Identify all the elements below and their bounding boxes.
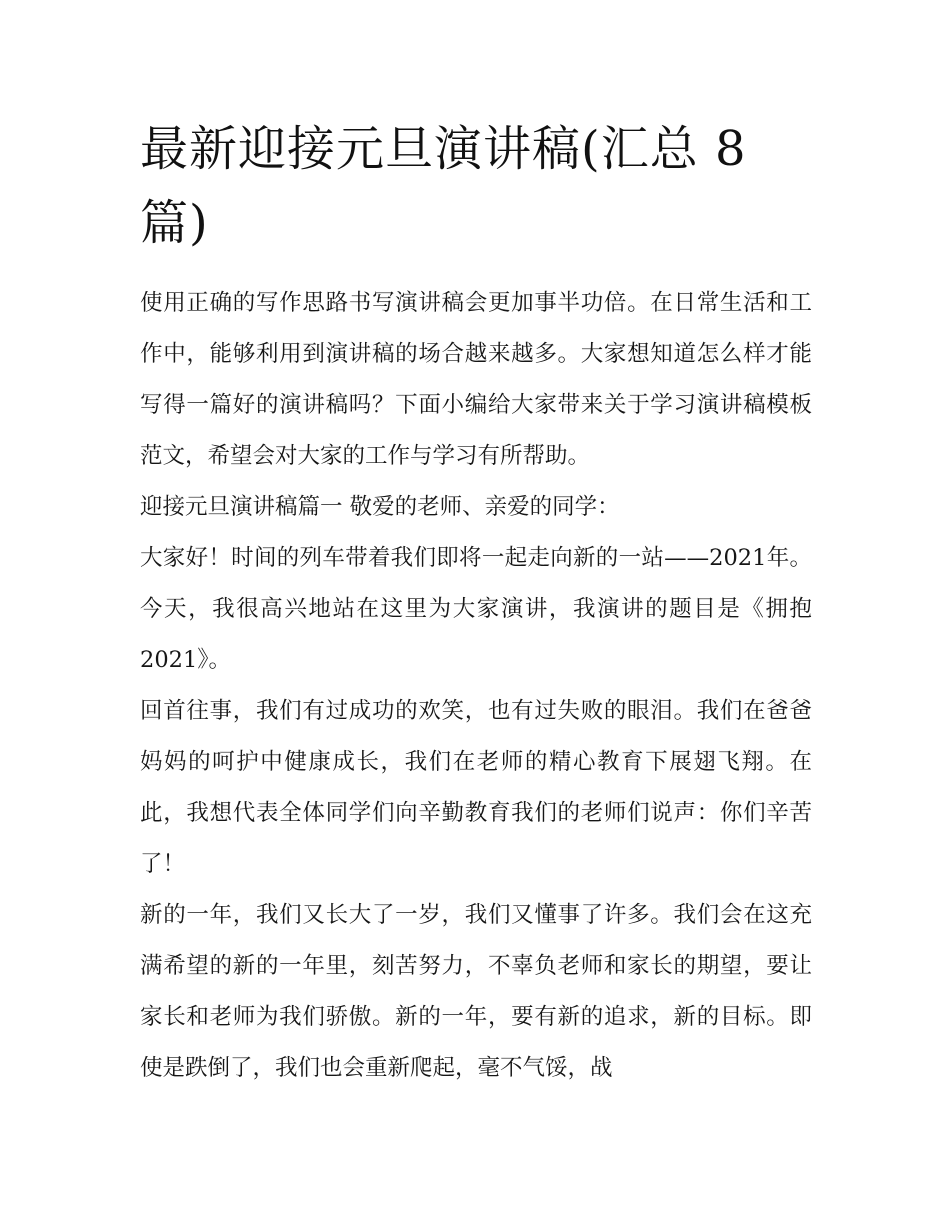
new-year-paragraph: 新的一年，我们又长大了一岁，我们又懂事了许多。我们会在这充满希望的新的一年里，刻苦努力，不辜负老师和家长的期望，要让家长和老师为我们骄傲。新的一年，要有新的追求，新的目标。即使是跌倒了，我们也会重新爬起，毫不气馁，战 <box>140 902 812 1081</box>
retrospect-paragraph: 回首往事，我们有过成功的欢笑，也有过失败的眼泪。我们在爸爸妈妈的呵护中健康成长，我们在老师的精心教育下展翅飞翔。在此，我想代表全体同学们向辛勤教育我们的老师们说声：你们辛苦了！ <box>140 698 812 877</box>
section-heading-paragraph: 迎接元旦演讲稿篇一 敬爱的老师、亲爱的同学： <box>140 494 620 520</box>
document-body <box>140 112 812 1094</box>
greeting-paragraph: 大家好！时间的列车带着我们即将一起走向新的一站——2021年。今天，我很高兴地站在这里为大家演讲，我演讲的题目是《拥抱 2021》。 <box>140 545 812 673</box>
intro-paragraph: 使用正确的写作思路书写演讲稿会更加事半功倍。在日常生活和工作中，能够利用到演讲稿的场合越来越多。大家想知道怎么样才能写得一篇好的演讲稿吗？下面小编给大家带来关于学习演讲稿模板范文，希望会对大家的工作与学习有所帮助。 <box>140 290 812 469</box>
document-title: 最新迎接元旦演讲稿(汇总 8 篇) <box>140 121 747 251</box>
